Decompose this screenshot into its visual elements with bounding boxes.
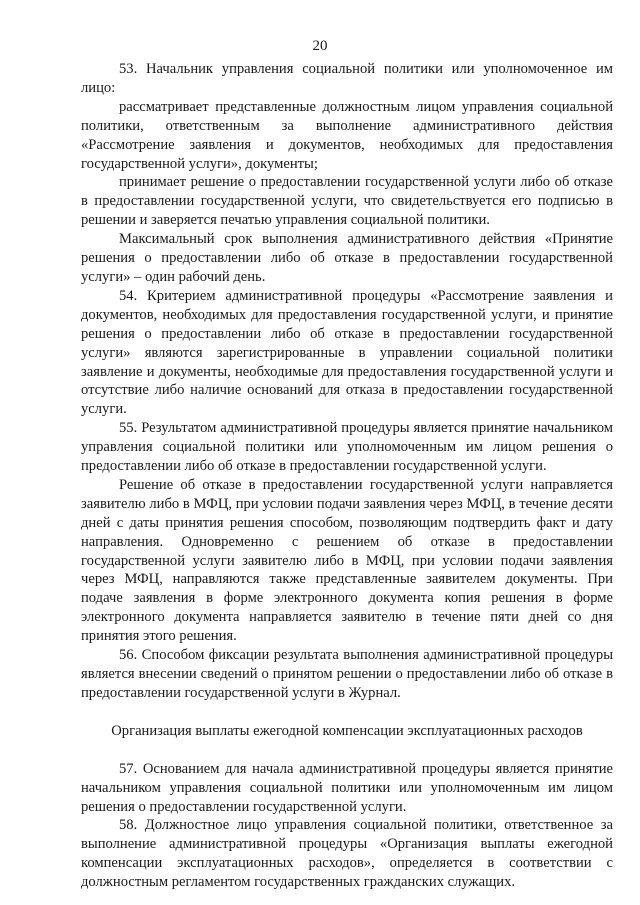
paragraph-refusal: Решение об отказе в предоставлении государственной услуги направляется заявителю либо в МФЦ, при условии подачи заявления через МФЦ, в течение десяти дней с даты принятия решения способом, позволяющим подтвердить факт и дату направления. Одновременно с решением об отказе в предоставлении государственной услуги заявителю либо в МФЦ, при условии подачи заявления через МФЦ, направляются также представленные заявителем документы. При подаче заявления в форме электронного документа копия решения в форме электронного документа направляется заявителю в течение пяти дней со дня принятия этого решения.: [81, 476, 613, 645]
page-number: 20: [312, 38, 328, 54]
section-heading: Организация выплаты ежегодной компенсации эксплуатационных расходов: [111, 722, 583, 739]
paragraph-57: 57. Основанием для начала административной процедуры является принятие начальником управления социальной политики или уполномоченным им лицом решения о предоставлении государственной услуги.: [81, 760, 613, 815]
paragraph-53-intro: 53. Начальник управления социальной политики или уполномоченное им лицо:: [81, 61, 613, 96]
paragraph-53-decides: принимает решение о предоставлении государственной услуги либо об отказе в предоставлении государственной услуги, что свидетельствуется его подписью в решении и заверяется печатью управления социальной политики.: [81, 174, 613, 229]
document-body: [81, 60, 613, 892]
paragraph-56: 56. Способом фиксации результата выполнения административной процедуры является внесении сведений о принятом решении о предоставлении либо об отказе в предоставлении государственной услуги в Журнал.: [81, 647, 613, 701]
paragraph-54: 54. Критерием административной процедуры «Рассмотрение заявления и документов, необходимых для предоставления государственной услуги, и принятие решения о предоставлении либо об отказе в предоставлении государственной услуги» являются зарегистрированные в управлении социальной политики заявление и документы, необходимые для предоставления государственной услуги и отсутствие либо наличие оснований для отказа в предоставлении государственной услуги.: [81, 287, 613, 418]
paragraph-53-reviews: рассматривает представленные должностным лицом управления социальной политики, ответственным за выполнение административного действия «Рассмотрение заявления и документов, необходимых для предоставления государственной услуги», документы;: [81, 98, 613, 172]
paragraph-max-term: Максимальный срок выполнения административного действия «Принятие решения о предоставлении либо об отказе в предоставлении государственной услуги» – один рабочий день.: [81, 231, 613, 285]
paragraph-58: 58. Должностное лицо управления социальной политики, ответственное за выполнение административной процедуры «Организация выплаты ежегодной компенсации эксплуатационных расходов», определяется в соответствии с должностным регламентом государственных гражданских служащих.: [81, 817, 613, 891]
paragraph-55: 55. Результатом административной процедуры является принятие начальником управления социальной политики или уполномоченным им лицом решения о предоставлении либо об отказе в предоставлении государственной услуги.: [81, 420, 613, 475]
